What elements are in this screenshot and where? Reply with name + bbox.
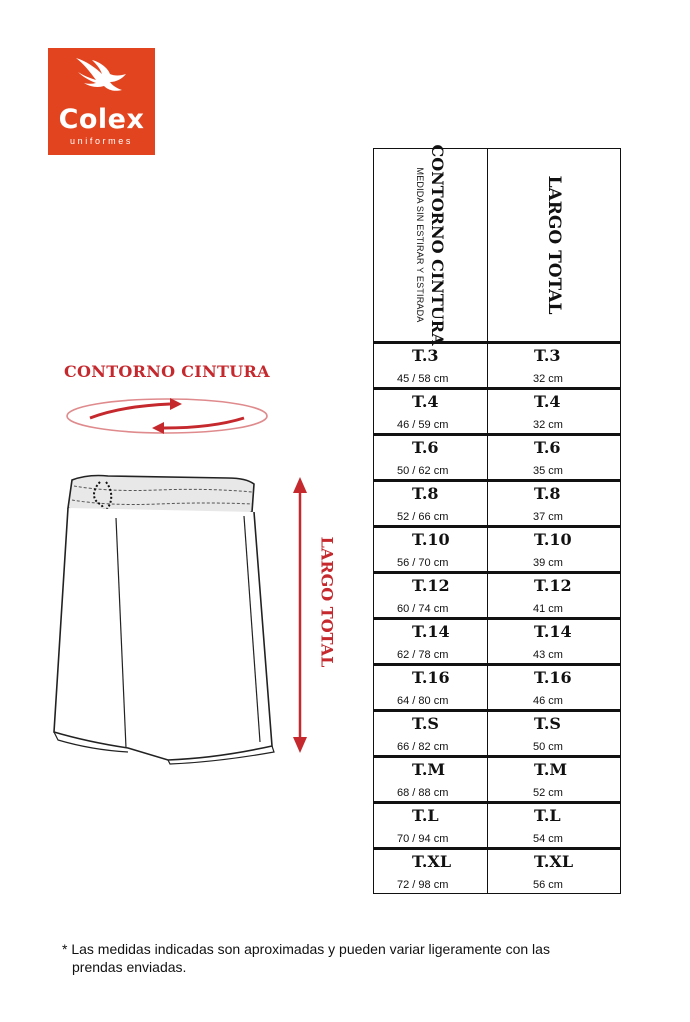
table-row (373, 388, 621, 434)
length-measure: 54 cm (533, 833, 563, 845)
size-label: T.3 (534, 346, 561, 365)
size-label: T.6 (534, 438, 561, 457)
size-table (373, 144, 621, 896)
length-measure: 32 cm (533, 373, 563, 385)
waist-measure: 64 / 80 cm (397, 695, 449, 707)
length-header-title: LARGO TOTAL (544, 175, 564, 315)
bird-logo-icon (70, 54, 132, 104)
table-row (373, 664, 621, 710)
table-row (373, 802, 621, 848)
size-label: T.12 (412, 576, 450, 595)
size-label: T.M (412, 760, 446, 779)
table-row (373, 618, 621, 664)
waist-measure: 60 / 74 cm (397, 603, 449, 615)
size-label: T.XL (412, 852, 452, 871)
shorts-illustration (48, 470, 283, 770)
waist-arrows-icon (62, 394, 272, 440)
size-label: T.8 (412, 484, 439, 503)
waist-header-title: CONTORNO CINTURA (427, 144, 447, 346)
waist-label: CONTORNO CINTURA (64, 362, 270, 381)
size-label: T.10 (534, 530, 572, 549)
waist-measure: 45 / 58 cm (397, 373, 449, 385)
table-row (373, 710, 621, 756)
length-measure: 39 cm (533, 557, 563, 569)
length-label: LARGO TOTAL (317, 536, 337, 668)
logo-tagline: uniformes (70, 136, 133, 146)
waist-measure: 46 / 59 cm (397, 419, 449, 431)
size-label: T.S (412, 714, 439, 733)
waist-measure: 66 / 82 cm (397, 741, 449, 753)
length-measure: 56 cm (533, 879, 563, 891)
size-label: T.XL (534, 852, 574, 871)
size-label: T.16 (412, 668, 450, 687)
length-measure: 37 cm (533, 511, 563, 523)
footnote (62, 940, 652, 976)
length-measure: 35 cm (533, 465, 563, 477)
waist-measure: 50 / 62 cm (397, 465, 449, 477)
size-label: T.4 (534, 392, 561, 411)
size-label: T.14 (412, 622, 450, 641)
waist-header (373, 144, 488, 346)
waist-measure: 62 / 78 cm (397, 649, 449, 661)
size-label: T.12 (534, 576, 572, 595)
length-measure: 50 cm (533, 741, 563, 753)
size-label: T.6 (412, 438, 439, 457)
length-header (487, 148, 621, 342)
length-arrow-icon (290, 475, 310, 755)
colex-logo (48, 48, 155, 155)
size-label: T.M (534, 760, 568, 779)
waist-measure: 52 / 66 cm (397, 511, 449, 523)
footnote-line-1: * Las medidas indicadas son aproximadas y pueden variar ligeramente con las (62, 941, 550, 957)
logo-brand: Colex (58, 104, 145, 135)
size-label: T.L (412, 806, 439, 825)
table-row (373, 434, 621, 480)
size-label: T.S (534, 714, 561, 733)
length-measure: 46 cm (533, 695, 563, 707)
size-label: T.14 (534, 622, 572, 641)
size-label: T.10 (412, 530, 450, 549)
size-label: T.16 (534, 668, 572, 687)
table-row (373, 572, 621, 618)
size-label: T.8 (534, 484, 561, 503)
length-measure: 43 cm (533, 649, 563, 661)
length-measure: 32 cm (533, 419, 563, 431)
length-measure: 41 cm (533, 603, 563, 615)
waist-measure: 72 / 98 cm (397, 879, 449, 891)
waist-measure: 56 / 70 cm (397, 557, 449, 569)
table-row (373, 342, 621, 388)
length-measure: 52 cm (533, 787, 563, 799)
waist-measure: 68 / 88 cm (397, 787, 449, 799)
size-label: T.L (534, 806, 561, 825)
waist-measure: 70 / 94 cm (397, 833, 449, 845)
table-row (373, 848, 621, 894)
size-label: T.3 (412, 346, 439, 365)
waist-header-subtitle: MEDIDA SIN ESTIRAR Y ESTIRADA (414, 167, 425, 323)
table-row (373, 756, 621, 802)
footnote-line-2: prendas enviadas. (72, 959, 187, 975)
table-row (373, 480, 621, 526)
size-label: T.4 (412, 392, 439, 411)
table-row (373, 526, 621, 572)
